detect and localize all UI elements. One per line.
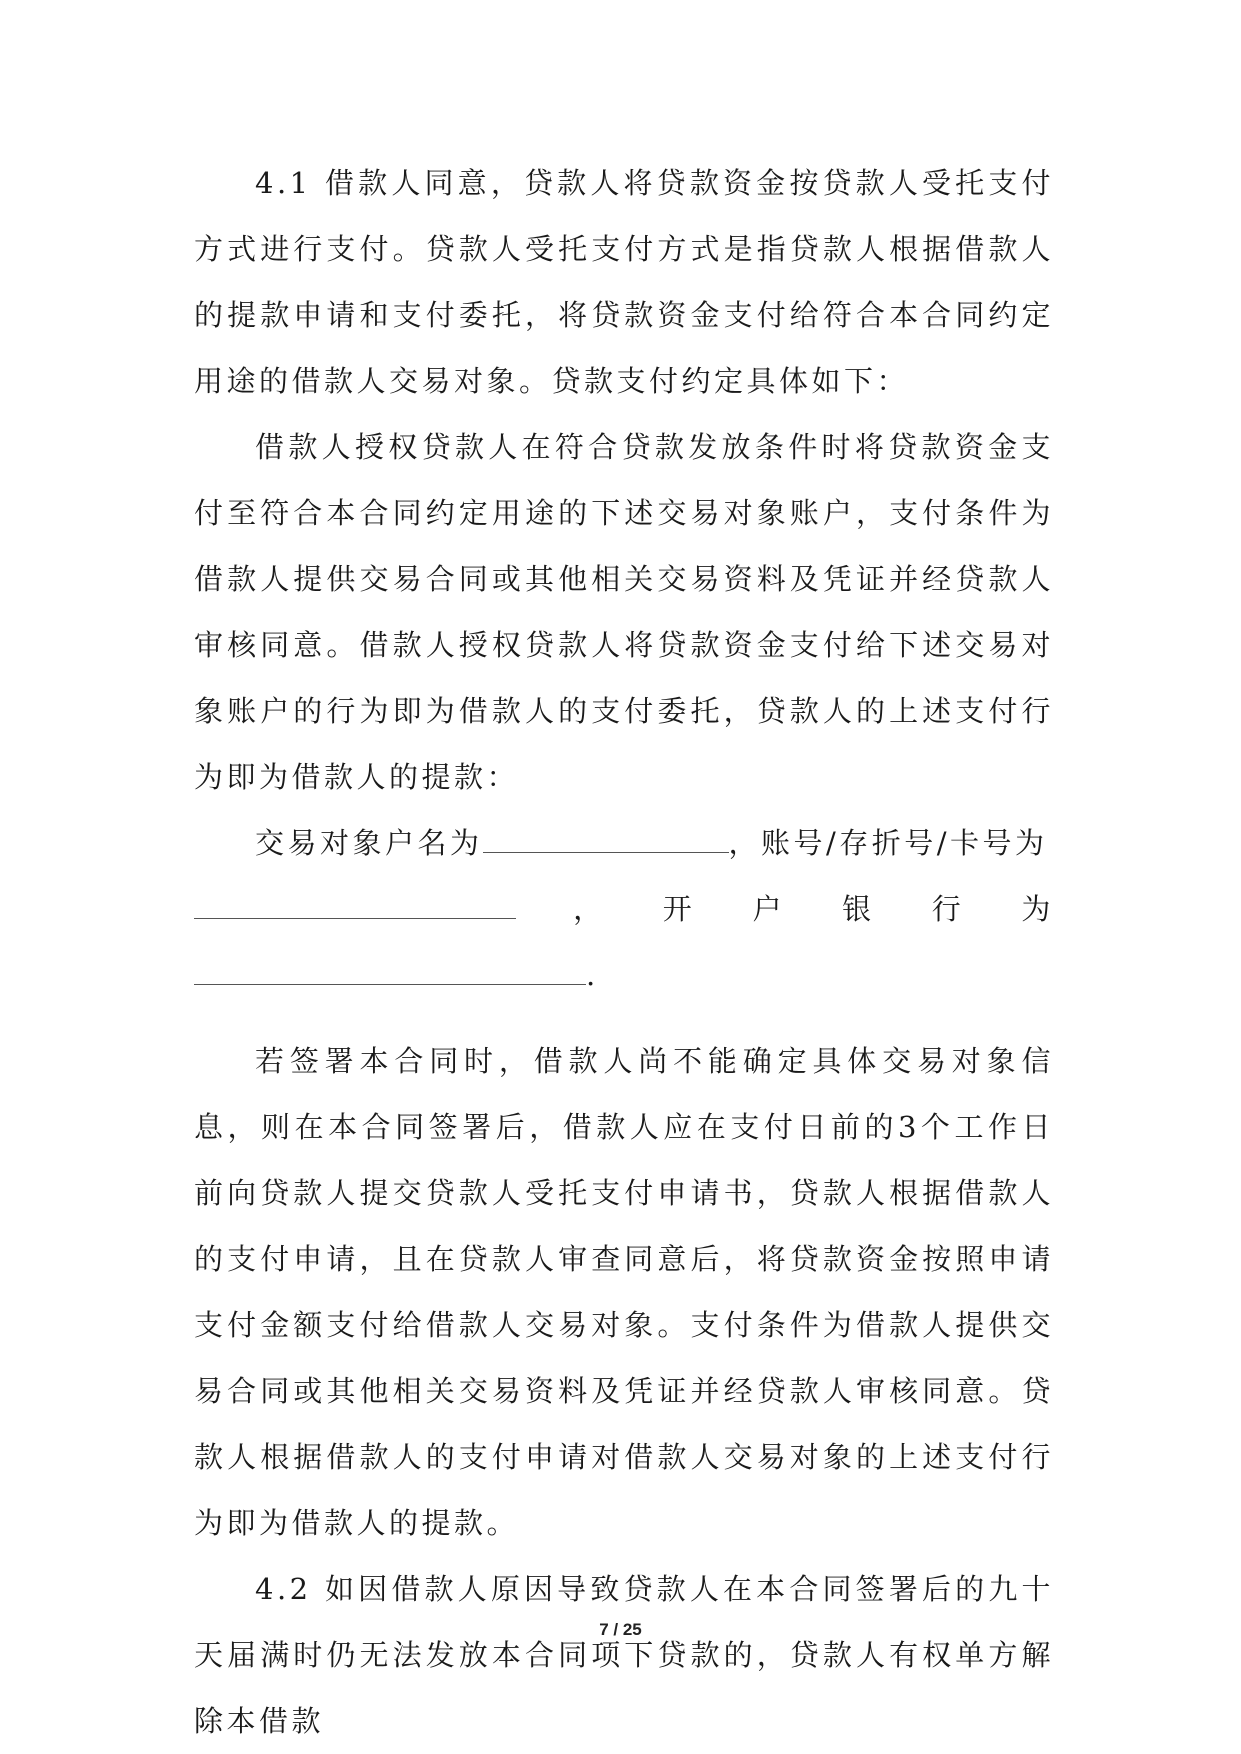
bank-label-char: 为 — [1021, 892, 1054, 926]
bank-label-char: 户 — [752, 892, 785, 926]
account-number-label: ，账号/存折号/卡号为 — [728, 826, 1048, 860]
account-number-blank[interactable] — [194, 896, 516, 919]
end-period: . — [586, 958, 599, 992]
page-number: 7 / 25 — [599, 1620, 642, 1639]
bank-label-char: 银 — [842, 892, 875, 926]
paragraph-account-info — [194, 810, 1054, 876]
document-body — [194, 150, 1054, 1754]
paragraph-4-2: 4.2 如因借款人原因导致贷款人在本合同签署后的九十天届满时仍无法发放本合同项下贷款的，贷款人有权单方解除本借款 — [194, 1572, 1054, 1738]
bank-name-row — [194, 942, 1054, 1008]
bank-comma: ， — [573, 892, 606, 926]
bank-name-blank[interactable] — [194, 962, 586, 985]
paragraph-authorization: 借款人授权贷款人在符合贷款发放条件时将贷款资金支付至符合本合同约定用途的下述交易对象账户，支付条件为借款人提供交易合同或其他相关交易资料及凭证并经贷款人审核同意。借款人授权贷款人将贷款资金支付给下述交易对象账户的行为即为借款人的支付委托，贷款人的上述支付行为即为借款人的提款： — [194, 430, 1054, 794]
bank-label-char: 开 — [662, 892, 696, 926]
bank-row — [194, 876, 1054, 942]
account-name-blank[interactable] — [483, 830, 729, 853]
paragraph-unknown-counterparty: 若签署本合同时，借款人尚不能确定具体交易对象信息，则在本合同签署后，借款人应在支付日前的3个工作日前向贷款人提交贷款人受托支付申请书，贷款人根据借款人的支付申请，且在贷款人审查同意后，将贷款资金按照申请支付金额支付给借款人交易对象。支付条件为借款人提供交易合同或其他相关交易资料及凭证并经贷款人审核同意。贷款人根据借款人的支付申请对借款人交易对象的上述支付行为即为借款人的提款。 — [194, 1044, 1054, 1540]
paragraph-4-1: 4.1 借款人同意，贷款人将贷款资金按贷款人受托支付方式进行支付。贷款人受托支付方式是指贷款人根据借款人的提款申请和支付委托，将贷款资金支付给符合本合同约定用途的借款人交易对象。贷款支付约定具体如下： — [194, 166, 1054, 398]
account-name-label: 交易对象户名为 — [255, 826, 483, 860]
bank-label-char: 行 — [931, 892, 965, 926]
